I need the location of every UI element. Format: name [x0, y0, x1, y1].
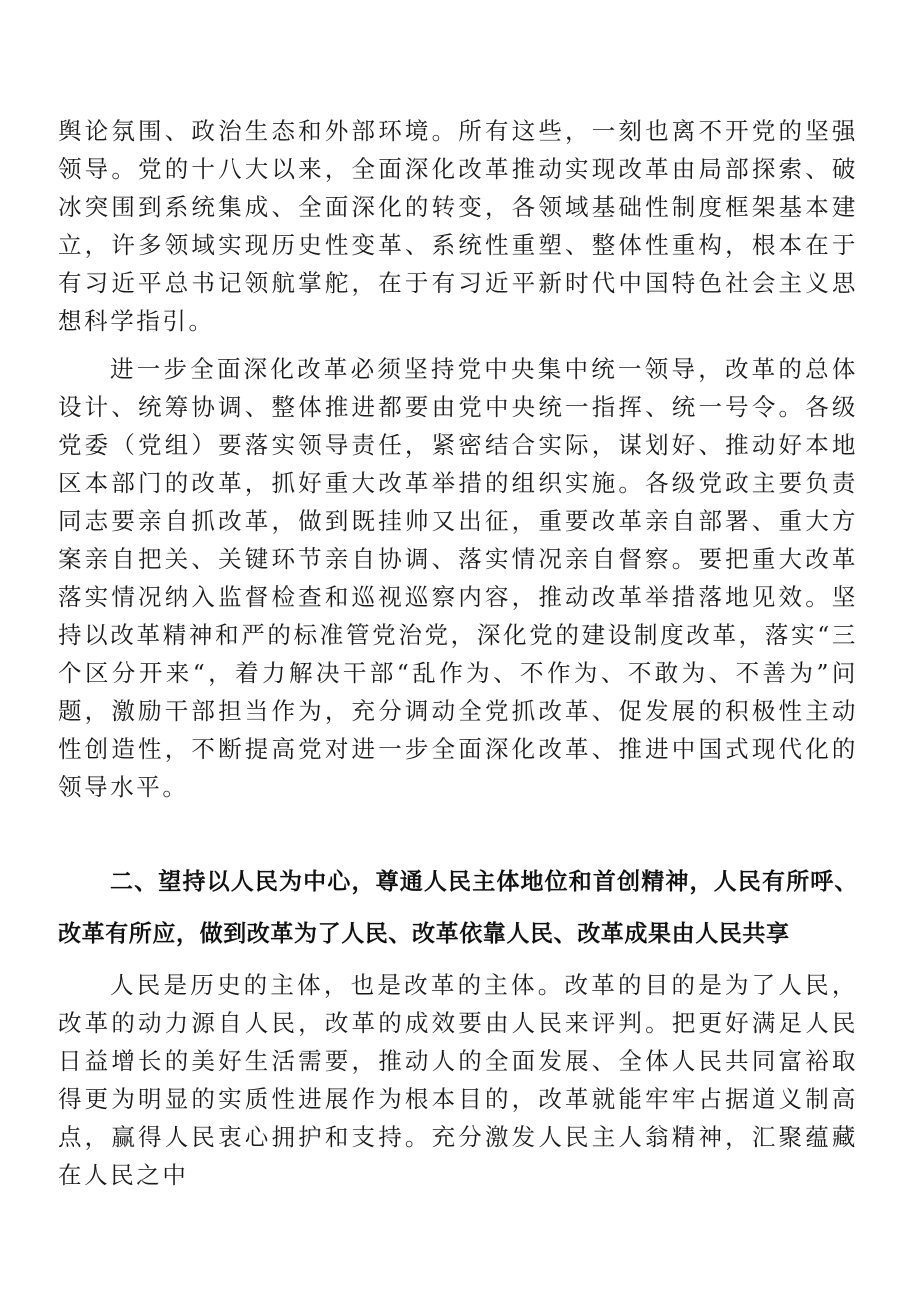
paragraph-people-subject: 人民是历史的主体，也是改革的主体。改革的目的是为了人民，改革的动力源自人民，改革的成效要由人民来评判。把更好满足人民日益增长的美好生活需要，推动人的全面发展、全体人民共同富裕取得更为明显的实质性进展作为根本目的，改革就能牢牢占据道义制高点，赢得人民衷心拥护和支持。充分激发人民主人翁精神，汇聚蕴藏在人民之中 — [58, 971, 858, 1189]
section-heading-people-centered: 二、望持以人民为中心，尊通人民主体地位和首创精神，人民有所呼、改革有所应，做到改革为了人民、改革依靠人民、改革成果由人民共享 — [58, 869, 858, 947]
paragraph-central-leadership: 进一步全面深化改革必须坚持党中央集中统一领导，改革的总体设计、统筹协调、整体推进都要由党中央统一指挥、统一号令。各级党委（党组）要落实领导责任，紧密结合实际，谋划好、推动好本地区本部门的改革，抓好重大改革举措的组织实施。各级党政主要负责同志要亲自抓改革，做到既挂帅又出征，重要改革亲自部署、重大方案亲自把关、关键环节亲自协调、落实情况亲自督察。要把重大改革落实情况纳入监督检查和巡视巡察内容，推动改革举措落地见效。坚持以改革精神和严的标准管党治党，深化党的建设制度改革，落实“三个区分开来“，着力解决干部“乱作为、不作为、不敢为、不善为”问题，激励干部担当作为，充分调动全党抓改革、促发展的积极性主动性创造性，不断提高党对进一步全面深化改革、推进中国式现代化的领导水平。 — [58, 355, 858, 801]
paragraph-party-leadership-context: 舆论氛围、政治生态和外部环境。所有这些，一刻也离不开党的坚强领导。党的十八大以来，全面深化改革推动实现改革由局部探索、破冰突围到系统集成、全面深化的转变，各领域基础性制度框架基本建立，许多领域实现历史性变革、系统性重塑、整体性重构，根本在于有习近平总书记领航掌舵，在于有习近平新时代中国特色社会主义思想科学指引。 — [58, 117, 858, 335]
